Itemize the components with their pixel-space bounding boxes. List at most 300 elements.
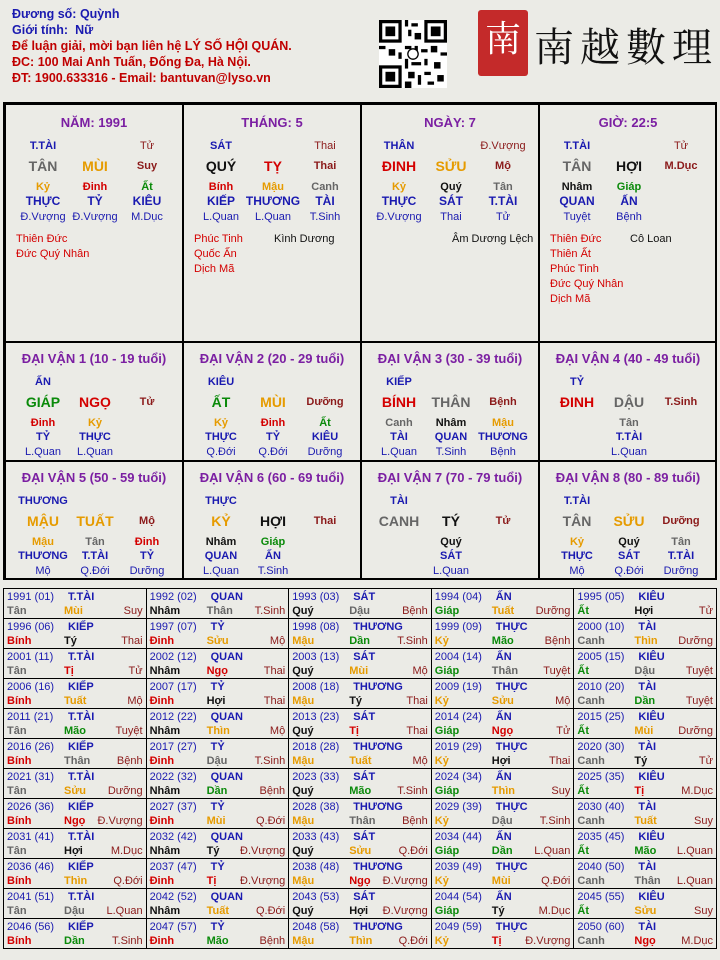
year-stem: Kỷ bbox=[434, 815, 449, 827]
year-label: 2034 (44) bbox=[434, 831, 482, 843]
dai-van-cell bbox=[539, 461, 717, 580]
year-branch: Tý bbox=[349, 695, 363, 707]
year-cell bbox=[574, 619, 717, 649]
year-state: L.Quan bbox=[106, 905, 143, 917]
spirit-star: Phúc Tinh bbox=[550, 263, 599, 275]
hidden-stem-state: M.Dục bbox=[131, 211, 163, 223]
year-state: Tuyệt bbox=[685, 695, 713, 707]
dai-van-hidden-state: L.Quan bbox=[432, 565, 470, 577]
dai-van-cell bbox=[183, 342, 361, 461]
pillar-stem-god: SÁT bbox=[210, 140, 232, 152]
year-branch: Hợi bbox=[634, 605, 654, 617]
dai-van-hidden-state: Mộ bbox=[569, 565, 585, 577]
year-god: KIÊU bbox=[638, 711, 665, 723]
dai-van-title: ĐẠI VẬN 5 (50 - 59 tuổi) bbox=[21, 470, 167, 485]
year-stem: Giáp bbox=[434, 725, 460, 737]
year-state: M.Dục bbox=[681, 785, 713, 797]
year-row bbox=[4, 589, 717, 619]
year-branch: Thân bbox=[64, 755, 91, 767]
year-state: L.Quan bbox=[534, 845, 571, 857]
dai-van-title: ĐẠI VẬN 2 (20 - 29 tuổi) bbox=[199, 351, 345, 366]
hidden-stem-state: Bệnh bbox=[616, 211, 642, 223]
year-branch: Ngọ bbox=[206, 665, 228, 677]
year-stem: Tân bbox=[7, 725, 27, 737]
year-branch: Mão bbox=[206, 935, 229, 947]
year-branch: Sửu bbox=[64, 785, 87, 797]
year-cell bbox=[146, 859, 289, 889]
dai-van-hidden-god: TÀI bbox=[390, 431, 408, 443]
year-cell bbox=[289, 709, 432, 739]
dai-van-hidden-state: Mộ bbox=[35, 565, 51, 577]
year-label: 2004 (14) bbox=[434, 651, 482, 663]
year-branch: Hợi bbox=[349, 905, 369, 917]
dai-van-hidden-stem: Mậu bbox=[32, 536, 54, 548]
year-state: T.Sinh bbox=[397, 785, 428, 797]
dai-van-hidden-god: TỶ bbox=[35, 431, 51, 443]
dai-van-stem-god: T.TÀI bbox=[563, 495, 591, 507]
spirit-star: Thiên Ất bbox=[550, 248, 591, 260]
year-label: 2043 (53) bbox=[292, 891, 340, 903]
year-label: 2047 (57) bbox=[149, 921, 197, 933]
year-branch: Mão bbox=[349, 785, 372, 797]
pillar-cell bbox=[361, 104, 539, 342]
dai-van-hidden-god: SÁT bbox=[440, 550, 462, 562]
dai-van-hidden-stem: Nhâm bbox=[435, 417, 467, 429]
spirit-star: Dịch Mã bbox=[194, 263, 235, 275]
year-branch: Hợi bbox=[491, 755, 511, 767]
year-branch: Thìn bbox=[64, 875, 88, 887]
year-stem: Mậu bbox=[292, 935, 315, 947]
hidden-stem-state: Đ.Vượng bbox=[20, 211, 66, 223]
hidden-stem-god: SÁT bbox=[439, 194, 463, 208]
hidden-stem: Giáp bbox=[616, 181, 642, 193]
year-cell bbox=[146, 589, 289, 619]
year-state: M.Dục bbox=[681, 935, 713, 947]
year-cell bbox=[289, 859, 432, 889]
dai-van-hidden-god: ẤN bbox=[265, 550, 281, 562]
year-cell bbox=[431, 829, 574, 859]
pillar-branch: HỢI bbox=[616, 158, 642, 174]
year-label: 2000 (10) bbox=[577, 621, 625, 633]
year-state: L.Quan bbox=[676, 845, 713, 857]
year-state: Dưỡng bbox=[678, 635, 713, 647]
year-state: Dưỡng bbox=[678, 725, 713, 737]
year-cell bbox=[574, 769, 717, 799]
dai-van-hidden-stem: Giáp bbox=[260, 536, 286, 548]
pillar-stem: TÂN bbox=[562, 158, 592, 174]
year-god: ẤN bbox=[495, 891, 512, 903]
year-cell bbox=[4, 859, 147, 889]
year-branch: Thìn bbox=[349, 935, 373, 947]
year-branch: Tý bbox=[491, 905, 505, 917]
year-label: 1997 (07) bbox=[149, 621, 197, 633]
year-stem: Kỷ bbox=[434, 635, 449, 647]
year-cell bbox=[4, 679, 147, 709]
hidden-stem: Canh bbox=[311, 181, 339, 193]
year-branch: Tuất bbox=[349, 755, 372, 767]
year-stem: Bính bbox=[7, 815, 32, 827]
year-stem: Ất bbox=[577, 665, 589, 677]
year-stem: Quý bbox=[292, 725, 314, 737]
dai-van-stem-god: TÀI bbox=[390, 495, 408, 507]
dai-van-branch: HỢI bbox=[260, 513, 286, 529]
year-branch: Thân bbox=[349, 815, 376, 827]
hidden-stem: Bính bbox=[208, 181, 234, 193]
dai-van-title: ĐẠI VẬN 4 (40 - 49 tuổi) bbox=[555, 351, 701, 366]
year-branch: Mùi bbox=[64, 605, 83, 617]
year-cell bbox=[431, 739, 574, 769]
pillar-stem-state: Tử bbox=[673, 140, 689, 152]
year-branch: Sửu bbox=[349, 845, 372, 857]
dai-van-branch: DẬU bbox=[613, 394, 645, 410]
year-branch: Tị bbox=[349, 725, 359, 737]
year-cell bbox=[431, 709, 574, 739]
dai-van-state: Dưỡng bbox=[662, 515, 700, 527]
year-state: T.Sinh bbox=[254, 755, 286, 767]
pillar-title: THÁNG: 5 bbox=[241, 115, 303, 130]
year-cell bbox=[146, 829, 289, 859]
name-label: Đương số: bbox=[12, 7, 77, 21]
brand-logo bbox=[478, 10, 718, 76]
year-branch: Dậu bbox=[206, 755, 228, 767]
year-cell bbox=[431, 679, 574, 709]
year-state: Mộ bbox=[127, 695, 143, 707]
year-stem: Đinh bbox=[149, 755, 175, 767]
year-label: 2037 (47) bbox=[149, 861, 197, 873]
year-state: Suy bbox=[551, 785, 571, 797]
year-label: 2048 (58) bbox=[292, 921, 340, 933]
year-label: 2029 (39) bbox=[434, 801, 482, 813]
year-label: 2011 (21) bbox=[7, 711, 54, 723]
hidden-stem-god: T.TÀI bbox=[488, 194, 518, 208]
year-god: KIẾP bbox=[68, 621, 94, 633]
dai-van-title: ĐẠI VẬN 6 (60 - 69 tuổi) bbox=[199, 470, 345, 485]
year-god: QUAN bbox=[210, 711, 243, 723]
year-god: KIÊU bbox=[638, 591, 665, 603]
year-cell bbox=[146, 889, 289, 919]
year-god: THƯƠNG bbox=[353, 921, 403, 933]
year-cell bbox=[574, 799, 717, 829]
year-branch: Tị bbox=[634, 785, 645, 797]
year-stem: Đinh bbox=[149, 635, 175, 647]
year-cell bbox=[431, 799, 574, 829]
year-label: 2032 (42) bbox=[149, 831, 197, 843]
dai-van-stem-god: KIẾP bbox=[386, 376, 412, 388]
year-branch: Tý bbox=[64, 635, 77, 647]
year-cell bbox=[431, 859, 574, 889]
year-state: Q.Đới bbox=[541, 875, 571, 887]
year-god: THỰC bbox=[495, 801, 528, 813]
year-branch: Thìn bbox=[206, 725, 230, 737]
hidden-stem-god: TÀI bbox=[315, 194, 335, 208]
year-god: KIÊU bbox=[638, 771, 665, 783]
year-stem: Đinh bbox=[149, 935, 175, 947]
hidden-stem-god: THƯƠNG bbox=[245, 194, 301, 208]
year-god: THỰC bbox=[495, 921, 528, 933]
dai-van-hidden-god: T.TÀI bbox=[615, 431, 643, 443]
year-state: T.Sinh bbox=[254, 605, 286, 617]
year-god: THƯƠNG bbox=[353, 681, 403, 693]
year-branch: Tuất bbox=[491, 605, 515, 617]
dai-van-hidden-god: TỶ bbox=[139, 550, 155, 562]
year-label: 2014 (24) bbox=[434, 711, 482, 723]
dai-van-hidden-god: QUAN bbox=[434, 431, 468, 443]
year-god: TỶ bbox=[210, 801, 225, 813]
year-stem: Tân bbox=[7, 785, 27, 797]
year-cell bbox=[574, 829, 717, 859]
year-god: T.TÀI bbox=[68, 831, 95, 843]
year-state: Đ.Vượng bbox=[240, 845, 286, 857]
year-stem: Ất bbox=[577, 725, 589, 737]
year-state: Mộ bbox=[412, 755, 428, 767]
hidden-stem: Kỷ bbox=[35, 181, 51, 193]
dai-van-hidden-god: THỰC bbox=[205, 431, 237, 443]
spirit-star: Đức Quý Nhân bbox=[550, 278, 624, 290]
hidden-stem: Đinh bbox=[82, 181, 108, 193]
year-branch: Ngọ bbox=[64, 815, 86, 827]
hidden-stem: Mậu bbox=[262, 181, 284, 193]
year-cell bbox=[146, 919, 289, 949]
year-label: 2046 (56) bbox=[7, 921, 55, 933]
year-label: 2005 (15) bbox=[577, 651, 625, 663]
spirit-star: Âm Dương Lệch bbox=[452, 233, 534, 245]
year-stem: Canh bbox=[577, 695, 605, 707]
year-label: 1993 (03) bbox=[292, 591, 340, 603]
contact-line-2: ĐC: 100 Mai Anh Tuấn, Đống Đa, Hà Nội. bbox=[12, 55, 251, 69]
year-label: 2040 (50) bbox=[577, 861, 625, 873]
year-cell bbox=[4, 589, 147, 619]
year-state: Đ.Vượng bbox=[382, 905, 428, 917]
dai-van-hidden-state: Bệnh bbox=[490, 446, 516, 458]
year-stem: Bính bbox=[7, 695, 32, 707]
spirit-star: Cô Loan bbox=[630, 233, 672, 245]
year-cell bbox=[146, 739, 289, 769]
year-stem: Canh bbox=[577, 815, 605, 827]
hidden-stem-state: Tuyệt bbox=[563, 211, 591, 223]
dai-van-hidden-stem: Mậu bbox=[492, 417, 514, 429]
year-cell bbox=[289, 829, 432, 859]
year-state: Đ.Vượng bbox=[382, 875, 428, 887]
year-stem: Quý bbox=[292, 605, 314, 617]
pillar-stem-state: Tử bbox=[139, 140, 155, 152]
year-label: 1998 (08) bbox=[292, 621, 340, 633]
year-stem: Quý bbox=[292, 905, 314, 917]
year-state: Bệnh bbox=[259, 935, 286, 947]
year-row bbox=[4, 709, 717, 739]
year-branch: Sửu bbox=[634, 905, 657, 917]
spirit-star: Phúc Tinh bbox=[194, 233, 243, 245]
year-god: QUAN bbox=[210, 891, 243, 903]
year-branch: Tuất bbox=[206, 905, 229, 917]
year-god: THỰC bbox=[495, 681, 528, 693]
dai-van-branch: SỬU bbox=[613, 513, 645, 529]
year-state: Tuyệt bbox=[543, 665, 571, 677]
year-stem: Giáp bbox=[434, 905, 460, 917]
year-god: KIÊU bbox=[638, 651, 665, 663]
hidden-stem-state: T.Sinh bbox=[309, 211, 341, 223]
dai-van-hidden-god: QUAN bbox=[204, 550, 238, 562]
dai-van-branch: NGỌ bbox=[79, 394, 111, 410]
year-label: 2006 (16) bbox=[7, 681, 55, 693]
year-state: Dưỡng bbox=[535, 605, 571, 617]
year-god: THỰC bbox=[495, 741, 528, 753]
year-god: TÀI bbox=[638, 741, 657, 753]
hidden-stem-state: Đ.Vượng bbox=[376, 211, 422, 223]
dai-van-title: ĐẠI VẬN 8 (80 - 89 tuổi) bbox=[555, 470, 701, 485]
year-label: 2039 (49) bbox=[434, 861, 482, 873]
spirit-star: Thiên Đức bbox=[550, 233, 602, 245]
hidden-stem: Quý bbox=[440, 181, 462, 193]
dai-van-hidden-state: Q.Đới bbox=[614, 565, 644, 577]
spirit-star: Đức Quý Nhân bbox=[16, 248, 90, 260]
year-stem: Kỷ bbox=[434, 695, 449, 707]
year-label: 1991 (01) bbox=[7, 591, 55, 603]
spirit-star: Kình Dương bbox=[274, 233, 335, 245]
year-god: THỰC bbox=[495, 621, 528, 633]
year-row bbox=[4, 799, 717, 829]
year-branch: Thìn bbox=[634, 635, 658, 647]
year-cell bbox=[4, 799, 147, 829]
year-stem: Giáp bbox=[434, 665, 460, 677]
year-stem: Kỷ bbox=[434, 755, 449, 767]
year-stem: Nhâm bbox=[149, 725, 181, 737]
year-stem: Tân bbox=[7, 845, 27, 857]
year-label: 1999 (09) bbox=[434, 621, 482, 633]
dai-van-hidden-stem: Tân bbox=[671, 536, 691, 548]
pillar-stem-state: Thai bbox=[314, 140, 336, 152]
year-state: Tuyệt bbox=[115, 725, 143, 737]
year-label: 2002 (12) bbox=[149, 651, 197, 663]
year-god: KIÊU bbox=[638, 891, 665, 903]
spirit-star: Dịch Mã bbox=[550, 293, 591, 305]
hidden-stem: Kỷ bbox=[391, 181, 407, 193]
year-cell bbox=[146, 649, 289, 679]
year-state: Suy bbox=[694, 905, 713, 917]
year-label: 2036 (46) bbox=[7, 861, 55, 873]
year-branch: Tý bbox=[634, 755, 648, 767]
dai-van-state: Mộ bbox=[139, 515, 155, 527]
year-cell bbox=[4, 769, 147, 799]
year-branch: Dậu bbox=[64, 905, 85, 917]
year-cell bbox=[431, 589, 574, 619]
year-label: 1994 (04) bbox=[434, 591, 482, 603]
year-branch: Dậu bbox=[491, 815, 513, 827]
header-info bbox=[12, 6, 292, 86]
year-god: ẤN bbox=[495, 711, 512, 723]
year-branch: Dần bbox=[64, 935, 85, 947]
year-cell bbox=[146, 619, 289, 649]
dai-van-branch: TÝ bbox=[442, 513, 460, 529]
gender-label: Giới tính: bbox=[12, 23, 69, 37]
year-state: Bệnh bbox=[259, 785, 286, 797]
pillar-branch-state: M.Dục bbox=[664, 160, 698, 172]
year-branch: Tị bbox=[206, 875, 217, 887]
year-label: 2017 (27) bbox=[149, 741, 197, 753]
year-cell bbox=[289, 679, 432, 709]
year-god: ẤN bbox=[495, 771, 512, 783]
year-stem: Bính bbox=[7, 635, 32, 647]
year-cell bbox=[431, 649, 574, 679]
year-state: Q.Đới bbox=[113, 875, 143, 887]
year-cell bbox=[289, 769, 432, 799]
year-label: 2015 (25) bbox=[577, 711, 625, 723]
year-cell bbox=[289, 619, 432, 649]
year-cell bbox=[146, 679, 289, 709]
year-god: QUAN bbox=[210, 591, 243, 603]
year-branch: Dần bbox=[634, 695, 656, 707]
year-stem: Ất bbox=[577, 905, 589, 917]
pillar-stem-state: Đ.Vượng bbox=[480, 140, 526, 152]
contact-line-3: ĐT: 1900.633316 - Email: bantuvan@lyso.vn bbox=[12, 71, 271, 85]
year-label: 2041 (51) bbox=[7, 891, 55, 903]
year-state: Tử bbox=[698, 605, 713, 617]
year-row bbox=[4, 889, 717, 919]
year-branch: Tuất bbox=[634, 815, 657, 827]
year-stem: Tân bbox=[7, 665, 27, 677]
spirit-star: Thiên Đức bbox=[16, 233, 68, 245]
year-branch: Mão bbox=[64, 725, 86, 737]
dai-van-hidden-stem: Canh bbox=[385, 417, 413, 429]
dai-van-hidden-stem: Kỷ bbox=[569, 536, 585, 548]
year-label: 2003 (13) bbox=[292, 651, 340, 663]
year-label: 2038 (48) bbox=[292, 861, 340, 873]
year-label: 2021 (31) bbox=[7, 771, 55, 783]
year-label: 1992 (02) bbox=[149, 591, 197, 603]
year-god: TỶ bbox=[210, 681, 225, 693]
pillar-cell bbox=[5, 104, 183, 342]
pillar-title: NGÀY: 7 bbox=[424, 115, 476, 130]
year-state: Q.Đới bbox=[255, 905, 286, 917]
year-branch: Mùi bbox=[206, 815, 226, 827]
hidden-stem: Ất bbox=[141, 181, 153, 193]
year-stem: Bính bbox=[7, 755, 32, 767]
year-branch: Dậu bbox=[634, 665, 656, 677]
owner-line bbox=[12, 6, 292, 22]
year-state: Mộ bbox=[269, 635, 286, 647]
dai-van-hidden-god: TỶ bbox=[265, 431, 281, 443]
year-branch: Hợi bbox=[64, 845, 83, 857]
year-cell bbox=[4, 649, 147, 679]
pillar-branch-state: Suy bbox=[136, 160, 158, 172]
dai-van-hidden-god: THỰC bbox=[79, 431, 111, 443]
year-label: 2045 (55) bbox=[577, 891, 625, 903]
dai-van-hidden-stem: Đinh bbox=[134, 536, 160, 548]
dai-van-state: Tử bbox=[139, 396, 155, 408]
year-branch: Dần bbox=[206, 785, 228, 797]
dai-van-stem: GIÁP bbox=[25, 394, 61, 410]
dai-van-stem: MẬU bbox=[27, 513, 59, 529]
year-stem: Kỷ bbox=[434, 935, 449, 947]
year-stem: Bính bbox=[7, 935, 32, 947]
year-stem: Canh bbox=[577, 935, 605, 947]
dai-van-state: T.Sinh bbox=[664, 396, 698, 408]
year-god: SÁT bbox=[353, 771, 376, 783]
year-label: 2026 (36) bbox=[7, 801, 55, 813]
year-god: ẤN bbox=[495, 591, 512, 603]
year-cell bbox=[574, 889, 717, 919]
dai-van-hidden-stem: Quý bbox=[440, 536, 462, 548]
year-god: SÁT bbox=[353, 891, 376, 903]
year-branch: Thân bbox=[206, 605, 233, 617]
year-state: Mộ bbox=[412, 665, 428, 677]
pillar-branch: MÙI bbox=[82, 158, 108, 174]
dai-van-hidden-stem: Ất bbox=[319, 417, 331, 429]
year-god: SÁT bbox=[353, 711, 376, 723]
year-state: M.Dục bbox=[538, 905, 571, 917]
year-god: KIẾP bbox=[68, 801, 94, 813]
year-state: M.Dục bbox=[110, 845, 143, 857]
year-god: TÀI bbox=[638, 801, 657, 813]
